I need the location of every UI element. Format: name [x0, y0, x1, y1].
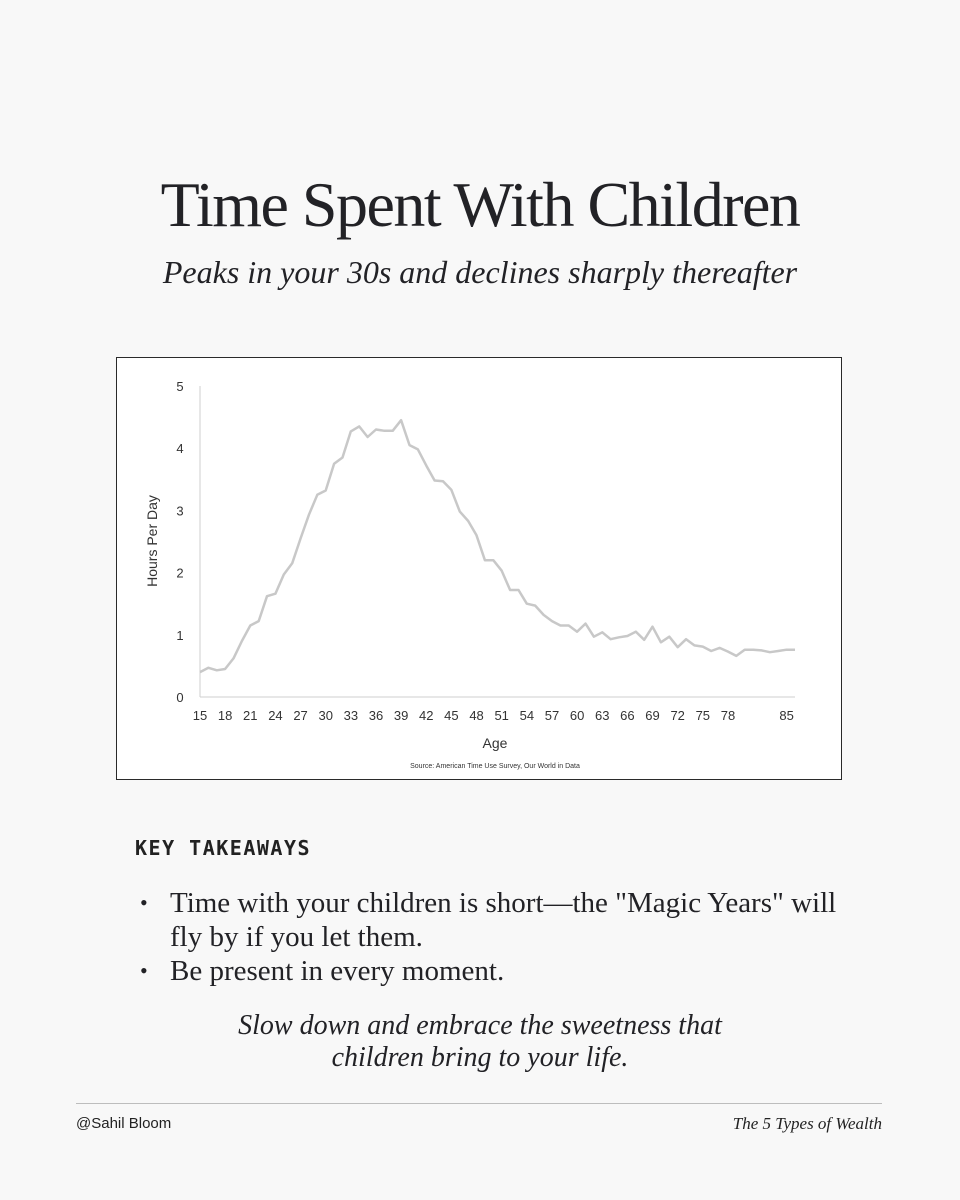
x-tick-label: 48	[469, 708, 484, 723]
y-tick-label: 3	[176, 503, 184, 519]
x-tick-label: 72	[670, 708, 685, 723]
x-tick-label: 63	[595, 708, 610, 723]
series-line	[200, 420, 795, 672]
x-tick-label: 66	[620, 708, 635, 723]
y-tick-label: 4	[176, 441, 184, 457]
list-item	[140, 886, 840, 954]
series-layer	[200, 420, 795, 672]
x-tick-label: 36	[368, 708, 384, 723]
page-title: Time Spent With Children	[160, 169, 800, 240]
y-axis-label: Hours Per Day	[144, 495, 160, 587]
list-item	[140, 954, 840, 988]
x-axis-label: Age	[482, 735, 508, 751]
x-tick-label: 51	[494, 708, 509, 723]
x-tick-label: 60	[569, 708, 585, 723]
x-tick-label: 18	[217, 708, 233, 723]
line-chart	[117, 358, 840, 778]
y-tick-label: 5	[176, 379, 184, 394]
takeaways-list	[140, 886, 840, 988]
bullet-icon: •	[140, 958, 148, 983]
y-axis-ticks	[176, 379, 183, 705]
x-tick-label: 15	[192, 708, 208, 723]
y-tick-label: 1	[176, 627, 184, 643]
y-tick-label: 2	[176, 565, 184, 581]
x-tick-label: 39	[393, 708, 409, 723]
author-handle: @Sahil Bloom	[76, 1115, 172, 1132]
x-tick-label: 78	[720, 708, 736, 723]
closing-line-2: children bring to your life.	[331, 1042, 629, 1073]
page-subtitle: Peaks in your 30s and declines sharply thereafter	[162, 254, 798, 290]
x-tick-label: 75	[695, 708, 711, 723]
x-tick-label: 24	[268, 708, 283, 723]
x-tick-label: 27	[293, 708, 308, 723]
bullet-icon: •	[140, 890, 148, 915]
x-tick-label: 69	[645, 708, 660, 723]
x-axis-ticks	[193, 708, 794, 723]
closing-quote	[0, 1010, 960, 1074]
takeaway-text: Be present in every moment.	[170, 955, 505, 987]
footer-divider	[76, 1103, 882, 1104]
key-takeaways-heading: KEY TAKEAWAYS	[135, 836, 312, 860]
x-tick-label: 33	[343, 708, 359, 723]
x-tick-label: 54	[519, 708, 535, 723]
takeaway-text: Time with your children is short—the "Magic Years" will fly by if you let them.	[170, 887, 837, 953]
x-tick-label: 85	[779, 708, 794, 723]
x-tick-label: 30	[318, 708, 333, 723]
closing-line-1: Slow down and embrace the sweetness that	[238, 1010, 722, 1041]
brand-logo: The 5 Types of Wealth	[732, 1114, 882, 1133]
x-tick-label: 45	[444, 708, 459, 723]
x-tick-label: 21	[243, 708, 258, 723]
y-tick-label: 0	[176, 690, 184, 705]
chart-source: Source: American Time Use Survey, Our World in Data	[410, 763, 580, 770]
x-tick-label: 42	[419, 708, 434, 723]
chart-frame	[116, 357, 842, 780]
x-tick-label: 57	[544, 708, 560, 723]
